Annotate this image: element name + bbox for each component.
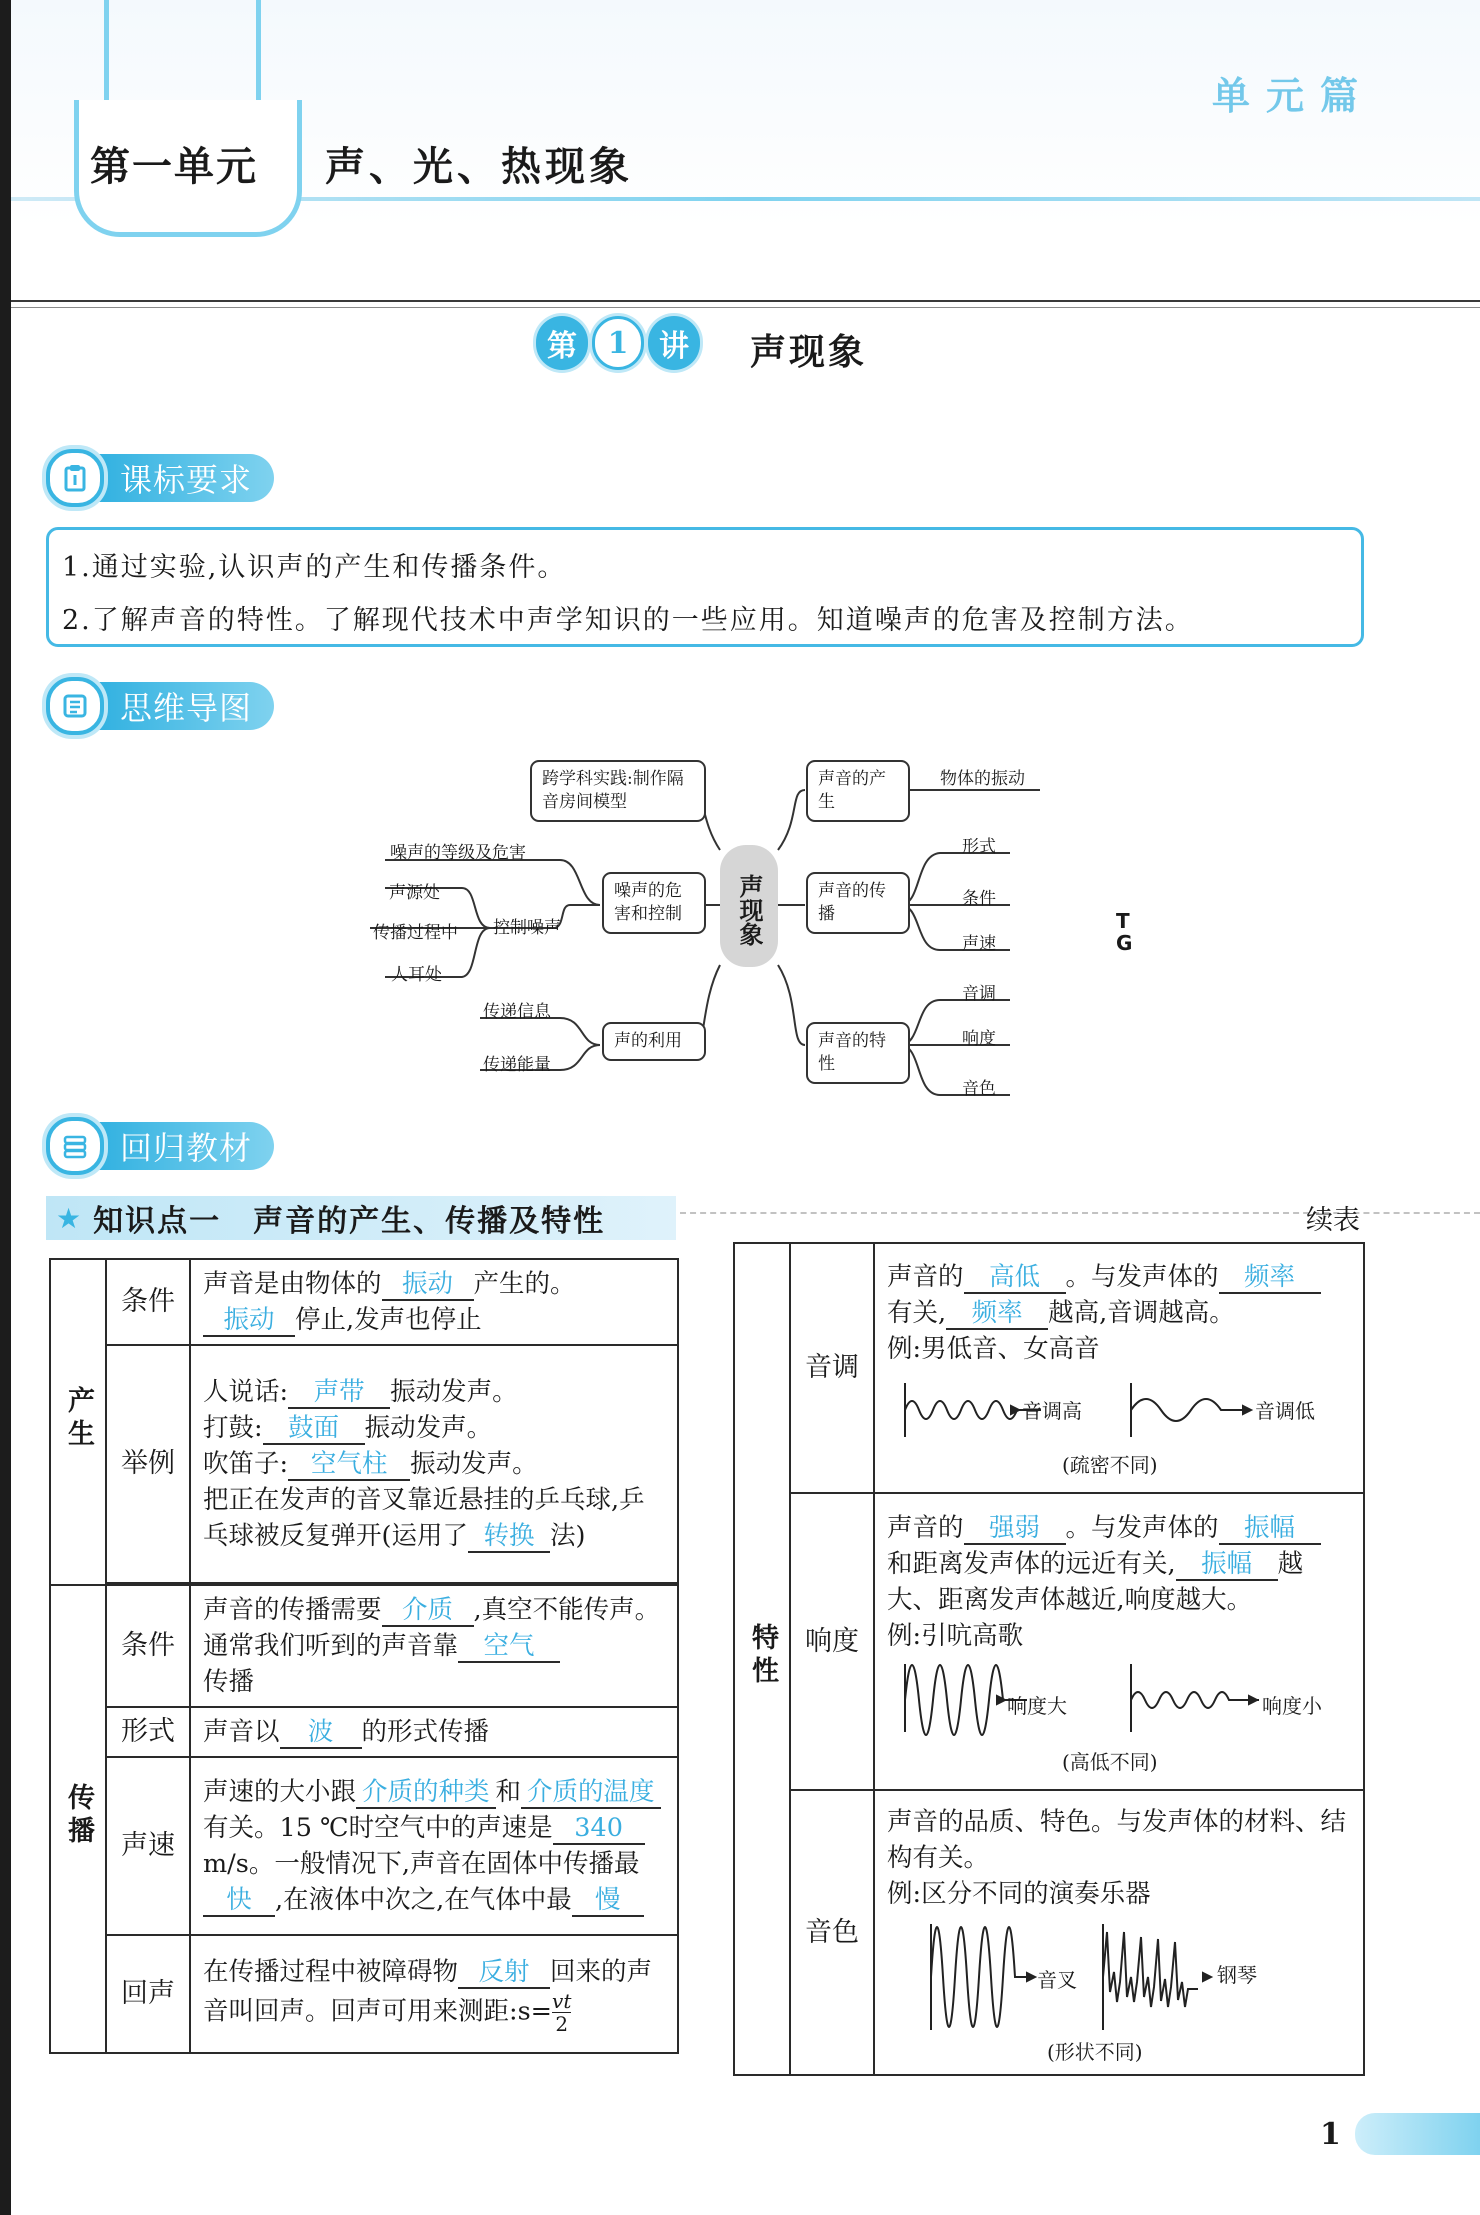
page-number-bar (1355, 2113, 1480, 2155)
mindmap-leaf: 物体的振动 (940, 769, 1025, 789)
wave-label: 响度大 (1007, 1693, 1067, 1718)
wave-label: 音叉 (1037, 1967, 1077, 1992)
mindmap-node: 声音的产生 (806, 760, 910, 822)
mindmap-leaf: 声源处 (389, 883, 440, 903)
category-cell: 传播 (50, 1585, 106, 2053)
wave-label: 音调低 (1255, 1399, 1315, 1423)
pitch-waves (887, 1367, 1351, 1477)
books-icon (46, 1117, 104, 1175)
category-cell: 产生 (50, 1259, 106, 1585)
section-tag: 单元篇 (1212, 74, 1375, 118)
label-cell: 形式 (106, 1707, 190, 1757)
mindmap-leaf: 声速 (962, 934, 996, 954)
mindmap-leaf: 控制噪声 (493, 918, 561, 938)
label-cell: 条件 (106, 1259, 190, 1345)
timbre-waves (887, 1912, 1351, 2062)
content-cell: 声音的品质、特色。与发声体的材料、结构有关。 例:区分不同的演奏乐器 音叉 钢琴 (形状不同) (874, 1790, 1364, 2075)
mindmap-leaf: 传递信息 (483, 1002, 551, 1022)
waveform-diagram (927, 1922, 1357, 2032)
wave-caption: (高低不同) (1062, 1749, 1158, 1774)
mindmap-leaf: 人耳处 (391, 965, 442, 985)
mindmap-leaf: 音调 (962, 984, 996, 1004)
label-cell: 举例 (106, 1345, 190, 1583)
formula-denominator: 2 (555, 2011, 569, 2036)
content-cell: 声音的传播需要 介质 ,真空不能传声。通常我们听到的声音靠 空气 传播 (190, 1585, 678, 1707)
knowledge-point-bar (46, 1196, 676, 1240)
section-label: 课标要求 (92, 454, 274, 502)
content-cell: 在传播过程中被障碍物 反射 回来的声音叫回声。回声可用来测距:s= $\frac{vt}{2}$ (190, 1935, 678, 2053)
mindmap-node: 声的利用 (602, 1022, 706, 1061)
requirement-item: 1.通过实验,认识声的产生和传播条件。 (62, 552, 567, 583)
table-row (50, 1707, 678, 1757)
wave-label: 响度小 (1262, 1693, 1322, 1718)
content-cell: 声音的 强弱 。与发声体的 振幅 和距离发声体的远近有关, 振幅 越大、距离发声体越近,响度越大。 例:引吭高歌 响度大 响度小 (高低不同) (874, 1493, 1364, 1790)
mindmap-leaf: 传递能量 (483, 1055, 551, 1075)
label-cell: 响度 (790, 1493, 874, 1790)
content-cell: 人说话: 声带 振动发声。 打鼓: 鼓面 振动发声。 吹笛子: 空气柱 振动发声。 把正在发声的音叉靠近悬挂的乒乓球,乒乓球被反复弹开(运用了 转换 法) (190, 1345, 678, 1583)
table-row (50, 1585, 678, 1707)
mindmap-center: 声现象 (720, 845, 778, 967)
unit-title: 第一单元 (90, 144, 258, 190)
clipboard-icon (46, 449, 104, 507)
mindmap-node: 跨学科实践:制作隔音房间模型 (530, 760, 706, 822)
label-cell: 条件 (106, 1585, 190, 1707)
table-row (734, 1790, 1364, 2075)
lecture-title: 声现象 (750, 332, 868, 373)
section-label: 回归教材 (92, 1122, 274, 1170)
content-cell: 声速的大小跟 介质的种类 和 介质的温度有关。15 ℃时空气中的声速是 340m/s。一般情况下,声音在固体中传播最快 ,在液体中次之,在气体中最 慢 (190, 1757, 678, 1935)
lecture-prefix: 第 (536, 316, 588, 370)
table-row (50, 1757, 678, 1935)
book-icon (46, 677, 104, 735)
label-cell: 音调 (790, 1243, 874, 1493)
content-cell: 声音是由物体的 振动 产生的。 振动 停止,发声也停止 (190, 1259, 678, 1345)
section-header-textbook (46, 1120, 274, 1172)
content-cell: 声音的 高低 。与发声体的 频率 有关, 频率 越高,音调越高。 例:男低音、女高音 音调高 音调低 (疏密不同) (874, 1243, 1364, 1493)
table-row (50, 1259, 678, 1345)
requirement-item: 2.了解声音的特性。了解现代技术中声学知识的一些应用。知道噪声的危害及控制方法。 (62, 605, 1194, 636)
category-cell: 特性 (734, 1243, 790, 2075)
loudness-waves (887, 1654, 1351, 1774)
wave-caption: (疏密不同) (1062, 1453, 1158, 1477)
wave-label: 音调高 (1022, 1399, 1082, 1423)
mindmap-leaf: 形式 (962, 837, 996, 857)
mindmap-node: 噪声的危害和控制 (602, 872, 706, 934)
content-cell: 声音以 波 的形式传播 (190, 1707, 678, 1757)
knowledge-point-title: 知识点一 声音的产生、传播及特性 (93, 1204, 606, 1239)
knowledge-table-left (49, 1258, 679, 2054)
continued-label: 续表 (1306, 1205, 1360, 1236)
table-row (734, 1243, 1364, 1493)
table-row (50, 1345, 678, 1583)
formula-numerator: vt (552, 1988, 572, 2013)
label-cell: 回声 (106, 1935, 190, 2053)
mindmap-leaf: 条件 (962, 889, 996, 909)
star-icon: ★ (56, 1201, 82, 1235)
mindmap-leaf: 噪声的等级及危害 (390, 843, 526, 863)
lecture-number: 1 (592, 316, 644, 370)
lecture-suffix: 讲 (648, 316, 700, 370)
wave-caption: (形状不同) (1047, 2039, 1143, 2064)
mindmap-node: 声音的传播 (806, 872, 910, 934)
page-number: 1 (1320, 2117, 1341, 2152)
wave-label: 钢琴 (1217, 1962, 1257, 1987)
section-label: 思维导图 (92, 682, 274, 730)
stray-mark: T G (1116, 909, 1133, 955)
knowledge-table-right (733, 1242, 1365, 2076)
mindmap-leaf: 音色 (962, 1079, 996, 1099)
mindmap-leaf: 传播过程中 (373, 923, 458, 943)
mindmap-node: 声音的特性 (806, 1022, 910, 1084)
dashed-line (680, 1212, 1480, 1214)
label-cell: 音色 (790, 1790, 874, 2075)
chapter-title: 声、光、热现象 (325, 144, 633, 190)
label-cell: 声速 (106, 1757, 190, 1935)
mindmap-leaf: 响度 (962, 1029, 996, 1049)
table-row (734, 1493, 1364, 1790)
table-row (50, 1935, 678, 2053)
